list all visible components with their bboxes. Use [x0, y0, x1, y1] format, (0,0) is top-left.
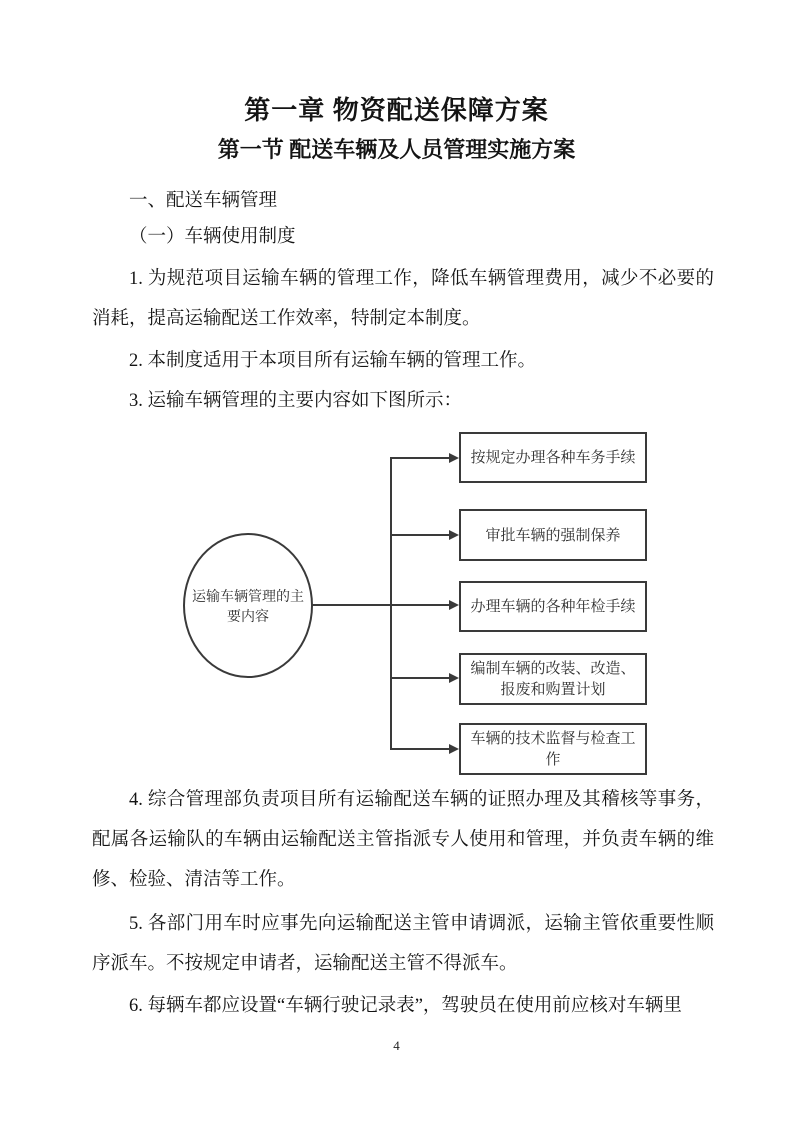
- arrow-icon: [449, 530, 459, 540]
- flowchart-center-node: [183, 533, 313, 678]
- flowchart-box-3: 办理车辆的各种年检手续: [459, 581, 647, 632]
- flowchart-box-1: 按规定办理各种车务手续: [459, 432, 647, 483]
- branch-line-2: [391, 534, 449, 536]
- paragraph-6: 6. 每辆车都应设置“车辆行驶记录表”，驾驶员在使用前应核对车辆里: [129, 996, 682, 1016]
- heading-vehicle-management: 一、配送车辆管理: [129, 191, 278, 211]
- paragraph-2: 2. 本制度适用于本项目所有运输车辆的管理工作。: [129, 351, 537, 371]
- arrow-icon: [449, 744, 459, 754]
- branch-line-1: [391, 457, 449, 459]
- arrow-icon: [449, 600, 459, 610]
- paragraph-1: 1. 为规范项目运输车辆的管理工作，降低车辆管理费用，减少不必要的消耗，提高运输配送工作效率，特制定本制度。: [92, 269, 714, 329]
- paragraph-3: 3. 运输车辆管理的主要内容如下图所示：: [129, 391, 463, 411]
- branch-line-4: [391, 677, 449, 679]
- branch-line-5: [391, 748, 449, 750]
- branch-line-3: [391, 604, 449, 606]
- paragraph-4: 4. 综合管理部负责项目所有运输配送车辆的证照办理及其稽核等事务，配属各运输队的车辆由运输配送主管指派专人使用和管理，并负责车辆的维修、检验、清洁等工作。: [92, 790, 714, 890]
- arrow-icon: [449, 453, 459, 463]
- paragraph-5: 5. 各部门用车时应事先向运输配送主管申请调派，运输主管依重要性顺序派车。不按规定申请者，运输配送主管不得派车。: [92, 914, 714, 974]
- flowchart-box-2: 审批车辆的强制保养: [459, 509, 647, 561]
- connector-line: [311, 604, 391, 606]
- flowchart-center-label: 运输车辆管理的主要内容: [192, 587, 304, 624]
- page-number: 4: [393, 1038, 400, 1053]
- flowchart-box-5: 车辆的技术监督与检查工作: [459, 723, 647, 775]
- chapter-title: 第一章 物资配送保障方案: [244, 96, 549, 125]
- flowchart-box-4: 编制车辆的改装、改造、报废和购置计划: [459, 653, 647, 705]
- arrow-icon: [449, 673, 459, 683]
- heading-vehicle-usage-system: （一）车辆使用制度: [129, 227, 296, 247]
- section-title: 第一节 配送车辆及人员管理实施方案: [217, 137, 576, 162]
